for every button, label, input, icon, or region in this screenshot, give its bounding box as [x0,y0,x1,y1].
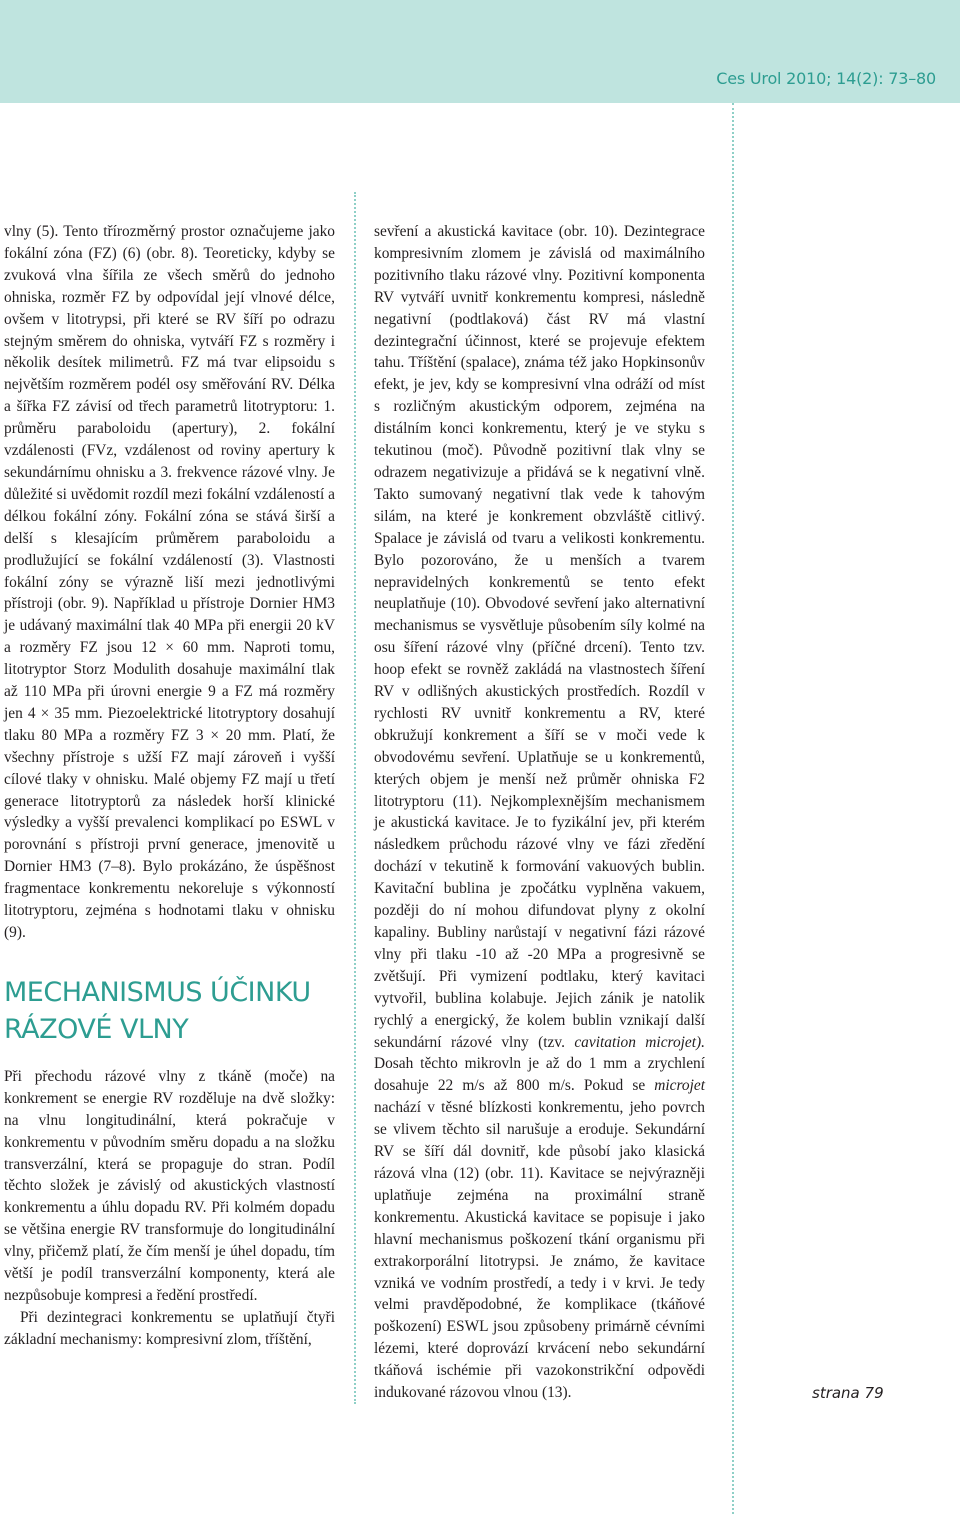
margin-divider-right [732,103,734,1514]
section-heading-line-1: MECHANISMUS ÚČINKU [4,976,311,1008]
text-run: Dosah těchto mikrovln je až do 1 mm a zrychlení dosahuje 22 m/s až 800 m/s. Pokud se [374,1055,705,1095]
right-column [374,221,705,1404]
text-run: sevření a akustická kavitace (obr. 10). Dezintegrace kompresivním zlomem je závislá od maximálního pozitivního tlaku rázové vlny. Pozitivní komponenta RV vytváří uvnitř konkrementu kompresi, následně negativní (podtlaková) část RV má vlastní dezintegrační účinnost, které se projevuje efektem tahu. Tříštění (spalace), známa též jako Hopkinsonův efekt, je jev, kdy se kompresivní vlna odráží od míst s rozličným akustickým odporem, zejména na distálním konci konkrementu, který je ve styku s tekutinou (moč). Původně pozitivní tlak vlny se odrazem negativizuje a přidává se k negativní vlně. Takto sumovaný negativní tlak vede k tahovým silám, na které je konkrement obzvláště citlivý. Spalace je závislá od tvaru a velikosti konkrementu. Bylo pozorováno, že u menších a tvarem nepravidelných konkrementů se tento efekt neuplatňuje (10). Obvodové sevření jako alternativní mechanismus se vysvětluje působením síly kolmé na osu šíření rázové vlny (příčné drcení). Tento tzv. hoop efekt se rovněž zakládá na vlastnostech šíření RV v odlišných akustických prostředích. Rozdíl v rychlosti RV uvnitř konkrementu a RV, které obkružují konkrement a šíří se v moči vede k obvodovému sevření. Uplatňuje se u konkrementů, kterých objem je menší než průměr ohniska F2 litotryptoru (11). Nejkomplexnějším mechanismem je akustická kavitace. Je to fyzikální jev, při kterém následkem průchodu rázové vlny ve fázi zředění dochází v tekutině k formování vakuových bublin. Kavitační bublina je zpočátku vyplněna vakuem, později do ní mohou difundovat plyny z okolní kapaliny. Bubliny narůstají v negativní fázi rázové vlny při tlaku -10 až -20 MPa a progresivně se zvětšují. Při vymizení podtlaku, který kavitaci vytvořil, bublina kolabuje. Jejich zánik je natolik rychlý a energický, že kolem bublin vznikají další sekundární rázové vlny (tzv. [374,223,705,1051]
body-paragraph: vlny (5). Tento třírozměrný prostor označujeme jako fokální zóna (FZ) (6) (obr. 8). Teoreticky, kdyby se zvuková vlna šířila ze všech směrů do jednoho ohniska, rozměr FZ by odpovídal její vlnové délce, ovšem v litotrypsi, při které se RV šíří po odrazu stejným směrem do ohniska, vytváří FZ s rozměry i několik desítek milimetrů. FZ má tvar elipsoidu s největším rozměrem podél osy směřování RV. Délka a šířka FZ závisí od třech parametrů litotryptoru: 1. průměru paraboloidu (apertury), 2. fokální vzdálenosti (FVz, vzdálenost od roviny apertury k sekundárnímu ohnisku a 3. frekvence rázové vlny. Je důležité si uvědomit rozdíl mezi fokální vzdáleností a délkou fokální zóny. Fokální zóna se stává širší a delší s klesajícím průměrem paraboloidu a prodlužující se fokální vzdáleností (3). Vlastnosti fokální zóny se výrazně liší mezi jednotlivými přístroji (obr. 9). Například u přístroje Dornier HM3 je udávaný maximální tlak 40 MPa při energii 20 kV a rozměry FZ jsou 12 × 60 mm. Naproti tomu, litotryptor Storz Modulith dosahuje maximální tlak až 110 MPa při úrovni energie 9 a FZ má rozměry jen 4 × 35 mm. Piezoelektrické litotryptory dosahují tlaku 80 MPa a rozměry FZ 3 × 20 mm. Platí, že všechny přístroje s užší FZ mají zároveň i vyšší cílové tlaky v ohnisku. Malé objemy FZ mají u třetí generace litotryptorů za následek horší klinické výsledky a vyšší prevalenci komplikací po ESWL v porovnání s přístroji první generace, jmenovitě u Dornier HM3 (7–8). Bylo prokázáno, že úspěšnost fragmentace konkrementu nekoreluje s výkonností litotryptoru, zejména s hodnotami tlaku v ohnisku (9). [4,223,335,941]
text-run: nachází v těsné blízkosti konkrementu, jeho povrch se vlivem těchto sil narušuje a eroduje. Sekundární RV se šíří dál dovnitř, kde působí jako klasická rázová vlna (12) (obr. 11). Kavitace se nejvýrazněji uplatňuje zejména na proximální straně konkrementu. Akustická kavitace se popisuje i jako hlavní mechanismus poškození tkání organismu při extrakorporální litotrypsi. Je známo, že kavitace vzniká ve vodním prostředí, a tedy i v krvi. Je tedy velmi pravděpodobné, že komplikace (tkáňové poškození) ESWL jsou způsobeny primárně cévními lézemi, které doprovází krvácení nebo sekundární tkáňová ischémie při vazokonstrikční odpovědi indukované rázovou vlnou (13). [374,1099,705,1402]
body-paragraph [374,221,705,1404]
body-paragraph: Při dezintegraci konkrementu se uplatňují čtyři základní mechanismy: kompresivní zlom, tříštění, [4,1308,335,1348]
italic-term: cavitation microjet). [574,1033,705,1051]
section-heading-line-2: RÁZOVÉ VLNY [4,1013,189,1045]
column-divider-left [354,192,356,1404]
section-heading [4,974,335,1048]
journal-reference: Ces Urol 2010; 14(2): 73–80 [716,69,936,88]
body-paragraph: Při přechodu rázové vlny z tkáně (moče) na konkrement se energie RV rozděluje na dvě složky: na vlnu longitudinální, která pokračuje v konkrementu v původním směru dopadu a na složku transverzální, která se propaguje do stran. Podíl těchto složek je závislý od akustických vlastností konkrementu a úhlu dopadu RV. Při kolmém dopadu se většina energie RV transformuje do longitudinální vlny, přičemž platí, že čím menší je úhel dopadu, tím větší je podíl transverzální komponenty, která ale nezpůsobuje kompresi a ředění prostředí. [4,1067,335,1304]
page-number: strana 79 [812,1384,884,1402]
italic-term: microjet [654,1077,705,1095]
left-column [4,221,335,1351]
